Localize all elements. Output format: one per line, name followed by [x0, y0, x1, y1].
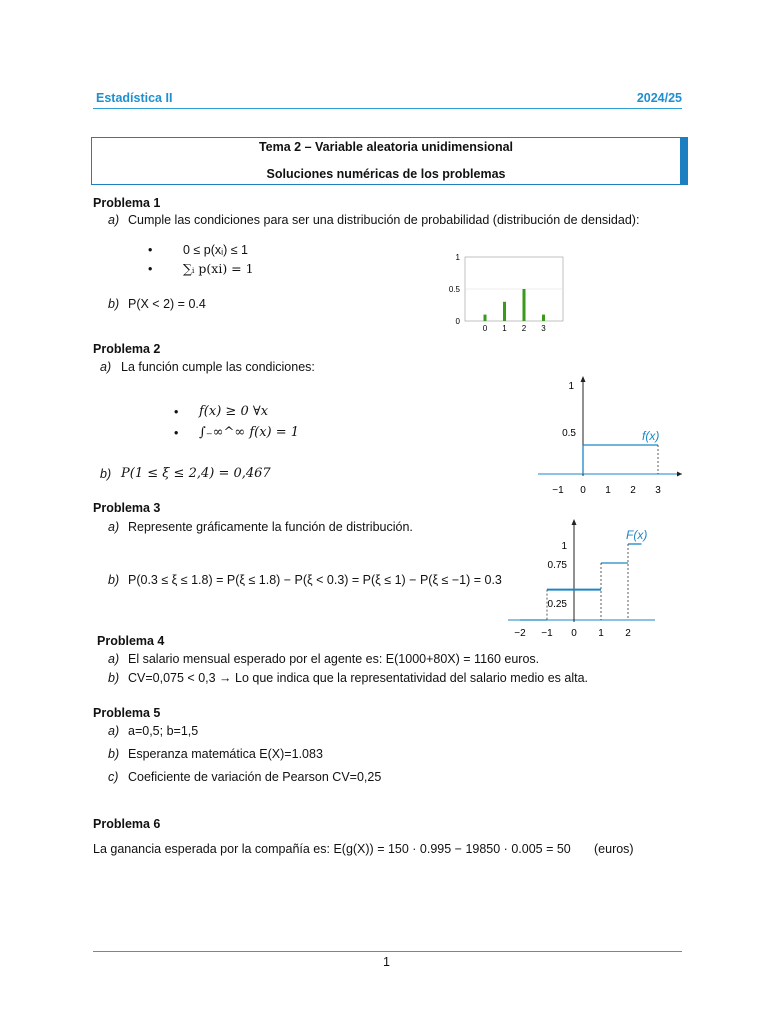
y-axis-arrow: [581, 376, 586, 382]
y-axis-arrow: [572, 519, 577, 525]
x-tick-label: −1: [541, 628, 553, 639]
p4-a-label: a): [108, 652, 120, 666]
x-tick-label: 1: [598, 628, 604, 639]
bar: [542, 315, 545, 321]
course-name: Estadística II: [96, 91, 173, 105]
x-axis-arrow: [677, 472, 682, 477]
y-tick-label: 0.5: [562, 428, 576, 439]
y-tick-label: 1: [568, 381, 574, 392]
x-tick-label: 3: [541, 324, 546, 333]
y-tick-label: 1: [455, 253, 460, 262]
x-tick-label: −1: [552, 485, 564, 496]
p2-bullet-2: ∫₋∞^∞ f(x) = 1: [199, 425, 300, 440]
p1-a-label: a): [108, 213, 120, 227]
problem-2-title: Problema 2: [93, 342, 161, 356]
p3-a-text: Represente gráficamente la función de distribución.: [128, 520, 413, 534]
title-line-2: Soluciones numéricas de los problemas: [266, 167, 506, 181]
p1-b-label: b): [108, 297, 120, 311]
p6-text: La ganancia esperada por la compañía es: E(g(X)) = 150 · 0.995 − 19850 · 0.005 = 50: [93, 842, 571, 856]
p2-a-text: La función cumple las condiciones:: [121, 360, 315, 374]
x-tick-label: 0: [580, 485, 586, 496]
p2-b-label: b): [100, 467, 112, 481]
title-line-1: Tema 2 – Variable aleatoria unidimensional: [258, 140, 514, 154]
p5-b-text: Esperanza matemática E(X)=1.083: [128, 747, 323, 761]
p2-b-text: P(1 ≤ ξ ≤ 2,4) = 0,467: [121, 466, 271, 481]
p4-a-text: El salario mensual esperado por el agente es: E(1000+80X) = 1160 euros.: [128, 652, 540, 666]
p5-c-label: c): [108, 770, 119, 784]
p4-b-text: CV=0,075 < 0,3 → Lo que indica que la representatividad del salario medio es alta.: [128, 671, 589, 685]
x-tick-label: 0: [571, 628, 577, 639]
y-tick-label: 0.5: [448, 285, 460, 294]
x-tick-label: −2: [514, 628, 526, 639]
page-number: 1: [383, 955, 390, 969]
p2-a-label: a): [100, 360, 112, 374]
bullet-dot: •: [174, 405, 179, 419]
academic-year: 2024/25: [636, 91, 682, 105]
y-tick-label: 0: [455, 317, 460, 326]
p1-bullet-1: 0 ≤ p(xᵢ) ≤ 1: [183, 243, 249, 257]
p5-a-label: a): [108, 724, 120, 738]
p2-bullet-1: f(x) ≥ 0 ∀x: [199, 404, 269, 419]
problem-1-title: Problema 1: [93, 196, 161, 210]
probability-bar-chart: [440, 250, 575, 335]
y-tick-label: 0.25: [547, 599, 567, 610]
x-tick-label: 2: [625, 628, 631, 639]
x-tick-label: 2: [630, 485, 636, 496]
problem-4-title: Problema 4: [97, 634, 165, 648]
bullet-dot: •: [174, 426, 179, 440]
x-tick-label: 2: [521, 324, 527, 333]
footer-rule: [93, 951, 682, 952]
bar: [484, 315, 487, 321]
series-label: f(x): [642, 429, 660, 443]
bar: [523, 289, 526, 321]
problem-5-title: Problema 5: [93, 706, 161, 720]
problem-6-title: Problema 6: [93, 817, 161, 831]
y-tick-label: 1: [561, 541, 567, 552]
bullet-dot: •: [148, 262, 153, 276]
bullet-dot: •: [148, 243, 153, 257]
p5-c-text: Coeficiente de variación de Pearson CV=0,25: [128, 770, 382, 784]
p1-a-text: Cumple las condiciones para ser una distribución de probabilidad (distribución de densidad):: [128, 213, 640, 227]
p5-a-text: a=0,5; b=1,5: [128, 724, 199, 738]
density-chart: [530, 372, 690, 498]
bar: [503, 302, 506, 321]
p3-b-label: b): [108, 573, 120, 587]
p6-unit: (euros): [594, 842, 634, 856]
p5-b-label: b): [108, 747, 120, 761]
p3-a-label: a): [108, 520, 120, 534]
x-tick-label: 0: [482, 324, 488, 333]
title-box: [91, 137, 688, 185]
cdf-step-chart: [505, 515, 665, 645]
x-tick-label: 1: [502, 324, 507, 333]
header-rule: [93, 108, 682, 109]
x-tick-label: 3: [655, 485, 661, 496]
series-label: F(x): [626, 528, 648, 542]
p3-b-text: P(0.3 ≤ ξ ≤ 1.8) = P(ξ ≤ 1.8) − P(ξ < 0.3) = P(ξ ≤ 1) − P(ξ ≤ −1) = 0.3: [128, 573, 502, 587]
p1-bullet-2: ∑ᵢ p(xi) = 1: [183, 261, 254, 276]
x-tick-label: 1: [605, 485, 611, 496]
problem-3-title: Problema 3: [93, 501, 161, 515]
p4-b-label: b): [108, 671, 120, 685]
p1-b-text: P(X < 2) = 0.4: [128, 297, 206, 311]
y-tick-label: 0.75: [547, 560, 567, 571]
